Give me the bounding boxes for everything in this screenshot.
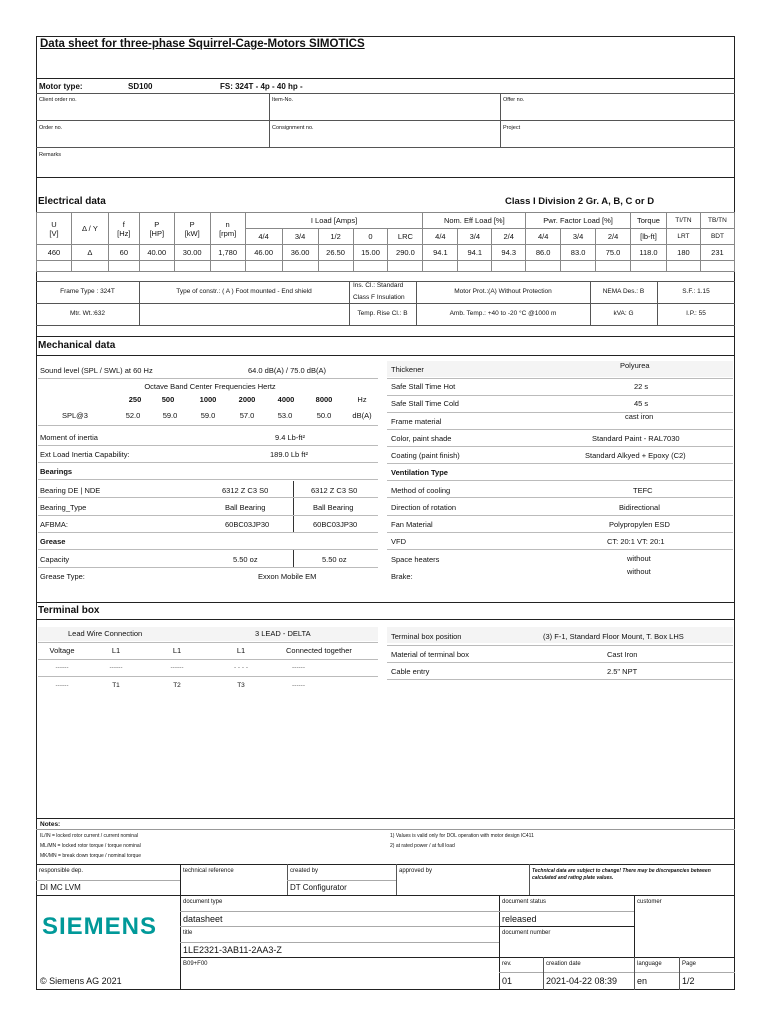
grease-type-label: Grease Type: bbox=[40, 572, 85, 581]
document-status-label: document status bbox=[502, 899, 547, 905]
frame-material-value: cast iron bbox=[625, 412, 654, 421]
vfd-label: VFD bbox=[391, 537, 406, 546]
ext-load-inertia-label: Ext Load Inertia Capability: bbox=[40, 450, 130, 459]
bearing-type-label: Bearing_Type bbox=[40, 503, 87, 512]
revision-label: rev. bbox=[502, 961, 512, 967]
bearing-de-nde-label: Bearing DE | NDE bbox=[40, 486, 101, 495]
project-label: Project bbox=[503, 125, 521, 131]
document-title: Data sheet for three-phase Squirrel-Cage-Motors SIMOTICS bbox=[40, 38, 365, 50]
insulation-class: Ins. Cl.: Standard bbox=[353, 282, 404, 289]
document-status-value: released bbox=[502, 914, 537, 924]
octave-freq: 8000 bbox=[315, 395, 333, 404]
note-line: 2) at rated power / at full load bbox=[390, 843, 455, 849]
sound-level-label: Sound level (SPL / SWL) at 60 Hz bbox=[40, 366, 153, 375]
fan-material-label: Fan Material bbox=[391, 520, 433, 529]
col-torque: Torque bbox=[631, 213, 667, 229]
language-value: en bbox=[637, 976, 648, 986]
col-p-kw: P [kW] bbox=[174, 213, 210, 245]
sub-load: 0 bbox=[353, 229, 388, 245]
lrt-unit: LRT bbox=[666, 229, 700, 245]
electrical-data-heading: Electrical data bbox=[38, 196, 106, 207]
sub-load: 4/4 bbox=[423, 229, 458, 245]
value-cell: 94.3 bbox=[492, 245, 526, 261]
thickener-value: Polyurea bbox=[620, 361, 650, 370]
note-line: 1) Values is valid only for DOL operation with motor design IC411 bbox=[390, 833, 534, 839]
note-line: IL/IN = locked rotor current / current nominal bbox=[40, 833, 138, 839]
fan-material-value: Polypropylen ESD bbox=[609, 520, 670, 529]
col-bdt: TB/TN bbox=[700, 213, 734, 229]
spl-value: 57.0 bbox=[239, 411, 255, 420]
terminal-col-header: L1 bbox=[236, 646, 246, 655]
responsible-dept-value: DI MC LVM bbox=[40, 883, 81, 892]
order-no-label: Order no. bbox=[39, 125, 63, 131]
value-cell: 83.0 bbox=[561, 245, 596, 261]
document-type-label: document type bbox=[183, 899, 223, 905]
value-cell: 26.50 bbox=[318, 245, 353, 261]
sub-load: 4/4 bbox=[526, 229, 561, 245]
coating-value: Standard Alkyed + Epoxy (C2) bbox=[585, 451, 686, 460]
spl-value: 59.0 bbox=[162, 411, 178, 420]
creation-date-label: creation date bbox=[546, 961, 581, 967]
document-number-label: document number bbox=[502, 930, 551, 936]
bdt-unit: BDT bbox=[700, 229, 734, 245]
consignment-label: Consignment no. bbox=[272, 125, 314, 131]
value-cell: 46.00 bbox=[245, 245, 282, 261]
title-value: 1LE2321-3AB11-2AA3-Z bbox=[183, 945, 282, 955]
octave-band-title: Octave Band Center Frequencies Hertz bbox=[144, 382, 276, 391]
octave-freq: 500 bbox=[161, 395, 175, 404]
terminal-cell: T1 bbox=[112, 682, 120, 689]
lead-wire-value: 3 LEAD - DELTA bbox=[255, 629, 311, 638]
space-heaters-value: without bbox=[627, 554, 651, 563]
created-by-label: created by bbox=[290, 868, 319, 874]
afbma-de: 60BC03JP30 bbox=[225, 520, 270, 529]
sub-load: 4/4 bbox=[245, 229, 282, 245]
bearing-type-nde: Ball Bearing bbox=[313, 503, 354, 512]
octave-freq: 4000 bbox=[277, 395, 295, 404]
col-n: n [rpm] bbox=[210, 213, 245, 245]
lead-wire-label: Lead Wire Connection bbox=[68, 629, 143, 638]
terminal-col-header: L1 bbox=[172, 646, 182, 655]
safe-stall-cold-value: 45 s bbox=[634, 399, 649, 408]
terminal-cell: T3 bbox=[237, 682, 245, 689]
terminal-material-label: Material of terminal box bbox=[391, 650, 469, 659]
hazardous-classification: Class I Division 2 Gr. A, B, C or D bbox=[505, 196, 655, 207]
cooling-method-label: Method of cooling bbox=[391, 486, 451, 495]
vfd-value: CT: 20:1 VT: 20:1 bbox=[607, 537, 665, 546]
safe-stall-cold-label: Safe Stall Time Cold bbox=[391, 399, 459, 408]
document-type-value: datasheet bbox=[183, 914, 223, 924]
spl-label: SPL@3 bbox=[62, 411, 88, 420]
space-heaters-label: Space heaters bbox=[391, 555, 440, 564]
spl-value: 50.0 bbox=[316, 411, 332, 420]
spl-value: 59.0 bbox=[200, 411, 216, 420]
sound-level-value: 64.0 dB(A) / 75.0 dB(A) bbox=[248, 366, 326, 375]
item-no-label: Item-No. bbox=[272, 97, 294, 103]
siemens-logo: SIEMENS bbox=[42, 913, 158, 940]
col-i-load: I Load [Amps] bbox=[245, 213, 423, 229]
technical-reference-label: technical reference bbox=[183, 868, 234, 874]
mechanical-data-heading: Mechanical data bbox=[38, 340, 116, 351]
approved-by-label: approved by bbox=[399, 868, 433, 874]
grease-capacity-nde: 5.50 oz bbox=[322, 555, 347, 564]
afbma-nde: 60BC03JP30 bbox=[313, 520, 358, 529]
note-line: ML/MN = locked rotor torque / torque nominal bbox=[40, 843, 141, 849]
customer-label: customer bbox=[637, 899, 662, 905]
cable-entry-value: 2.5" NPT bbox=[607, 667, 638, 676]
frame-material-label: Frame material bbox=[391, 417, 442, 426]
ip-rating: I.P.: 55 bbox=[686, 310, 706, 317]
revision-value: 01 bbox=[502, 976, 513, 986]
value-cell: 460 bbox=[37, 245, 72, 261]
cooling-method-value: TEFC bbox=[633, 486, 653, 495]
terminal-material-value: Cast Iron bbox=[607, 650, 638, 659]
safe-stall-hot-label: Safe Stall Time Hot bbox=[391, 382, 456, 391]
terminal-position-value: (3) F-1, Standard Floor Mount, T. Box LHS bbox=[543, 632, 684, 641]
motor-weight: Mtr. Wt.:632 bbox=[69, 310, 106, 317]
kva-code: kVA: G bbox=[613, 310, 634, 317]
terminal-cell: ------ bbox=[55, 682, 69, 689]
sub-load: 2/4 bbox=[492, 229, 526, 245]
responsible-dept-label: responsible dep. bbox=[39, 868, 84, 874]
thickener-label: Thickener bbox=[391, 365, 424, 374]
col-p-hp: P [HP] bbox=[139, 213, 174, 245]
value-cell: 290.0 bbox=[388, 245, 423, 261]
value-cell: 15.00 bbox=[353, 245, 388, 261]
rotation-direction-value: Bidirectional bbox=[619, 503, 660, 512]
title-label: title bbox=[183, 930, 193, 936]
terminal-cell: ------ bbox=[292, 682, 305, 689]
value-cell: 40.00 bbox=[139, 245, 174, 261]
afbma-label: AFBMA: bbox=[40, 520, 68, 529]
page-value: 1/2 bbox=[682, 976, 695, 986]
octave-freq: 2000 bbox=[238, 395, 256, 404]
terminal-cell: ------ bbox=[292, 664, 305, 671]
octave-freq: 1000 bbox=[199, 395, 217, 404]
sub-load: 2/4 bbox=[596, 229, 631, 245]
option-codes: B09+F00 bbox=[183, 961, 208, 967]
terminal-cell: - - - - bbox=[233, 664, 249, 671]
sub-load: 1/2 bbox=[318, 229, 353, 245]
bearing-de-value: 6312 Z C3 S0 bbox=[222, 486, 269, 495]
value-cell: 36.00 bbox=[282, 245, 318, 261]
octave-freq: 250 bbox=[128, 395, 142, 404]
created-by-value: DT Configurator bbox=[290, 883, 347, 892]
creation-date-value: 2021-04-22 08:39 bbox=[546, 976, 618, 986]
language-label: language bbox=[637, 961, 662, 967]
sub-load: 3/4 bbox=[458, 229, 492, 245]
col-efficiency: Nom. Eff Load [%] bbox=[423, 213, 526, 229]
spl-value: 52.0 bbox=[125, 411, 141, 420]
brake-value: without bbox=[627, 567, 651, 576]
sub-load: 3/4 bbox=[561, 229, 596, 245]
motor-type-value: SD100 bbox=[128, 82, 153, 91]
disclaimer: Technical data are subject to change! There may be discrepancies between calculated and rating plate values. bbox=[532, 868, 711, 881]
construction-type: Type of constr.: ( A ) Foot mounted - End shield bbox=[176, 288, 312, 295]
insulation-class-detail: Class F Insulation bbox=[353, 294, 405, 301]
ambient-temperature: Amb. Temp.: +40 to -20 °C @1000 m bbox=[449, 310, 557, 317]
frame-size-value: FS: 324T - 4p - 40 hp - bbox=[220, 82, 303, 91]
value-cell: 94.1 bbox=[458, 245, 492, 261]
value-cell: 1,780 bbox=[210, 245, 245, 261]
torque-unit: [lb-ft] bbox=[631, 229, 667, 245]
motor-type-label: Motor type: bbox=[39, 82, 83, 91]
col-delta-y: Δ / Y bbox=[71, 213, 108, 245]
sub-load: 3/4 bbox=[282, 229, 318, 245]
col-lrt: TI/TN bbox=[666, 213, 700, 229]
sub-load: LRC bbox=[388, 229, 423, 245]
client-order-label: Client order no. bbox=[39, 97, 77, 103]
ext-load-inertia-value: 189.0 Lb ft² bbox=[270, 450, 308, 459]
notes-heading: Notes: bbox=[40, 821, 61, 828]
value-cell: 231 bbox=[700, 245, 734, 261]
value-cell: 86.0 bbox=[526, 245, 561, 261]
safe-stall-hot-value: 22 s bbox=[634, 382, 649, 391]
terminal-col-header: Voltage bbox=[49, 646, 75, 655]
octave-unit: Hz bbox=[357, 395, 367, 404]
col-f: f [Hz] bbox=[108, 213, 139, 245]
value-cell: 118.0 bbox=[631, 245, 667, 261]
terminal-position-label: Terminal box position bbox=[391, 632, 462, 641]
value-cell: Δ bbox=[71, 245, 108, 261]
terminal-cell: ------ bbox=[170, 664, 184, 671]
offer-no-label: Offer no. bbox=[503, 97, 525, 103]
terminal-cell: ------ bbox=[109, 664, 123, 671]
grease-capacity-label: Capacity bbox=[40, 555, 70, 564]
service-factor: S.F.: 1.15 bbox=[682, 288, 710, 295]
datasheet-frame bbox=[36, 36, 735, 990]
bearings-heading: Bearings bbox=[40, 467, 73, 476]
grease-type-value: Exxon Mobile EM bbox=[258, 572, 317, 581]
ventilation-heading: Ventilation Type bbox=[391, 468, 448, 477]
nema-design: NEMA Des.: B bbox=[602, 288, 645, 295]
paint-shade-label: Color, paint shade bbox=[391, 434, 452, 443]
value-cell: 180 bbox=[666, 245, 700, 261]
frame-type: Frame Type : 324T bbox=[60, 288, 115, 295]
terminal-col-header: L1 bbox=[111, 646, 121, 655]
bearing-nde-value: 6312 Z C3 S0 bbox=[311, 486, 358, 495]
value-cell: 30.00 bbox=[174, 245, 210, 261]
terminal-cell: ------ bbox=[55, 664, 69, 671]
moment-of-inertia-label: Moment of inertia bbox=[40, 433, 98, 442]
grease-capacity-de: 5.50 oz bbox=[233, 555, 258, 564]
rotation-direction-label: Direction of rotation bbox=[391, 503, 457, 512]
value-cell: 94.1 bbox=[423, 245, 458, 261]
spl-value: 53.0 bbox=[277, 411, 293, 420]
coating-label: Coating (paint finish) bbox=[391, 451, 460, 460]
electrical-table bbox=[36, 212, 735, 272]
terminal-box-heading: Terminal box bbox=[38, 605, 100, 616]
grease-heading: Grease bbox=[40, 537, 66, 546]
cable-entry-label: Cable entry bbox=[391, 667, 430, 676]
remarks-label: Remarks bbox=[39, 152, 62, 158]
terminal-col-header: Connected together bbox=[286, 646, 352, 655]
col-power-factor: Pwr. Factor Load [%] bbox=[526, 213, 631, 229]
bearing-type-de: Ball Bearing bbox=[225, 503, 266, 512]
paint-shade-value: Standard Paint - RAL7030 bbox=[592, 434, 680, 443]
moment-of-inertia-value: 9.4 Lb-ft² bbox=[275, 433, 306, 442]
copyright: © Siemens AG 2021 bbox=[40, 976, 122, 986]
page-label: Page bbox=[682, 961, 697, 967]
temperature-rise: Temp. Rise Cl.: B bbox=[357, 310, 408, 317]
terminal-cell: T2 bbox=[173, 682, 181, 689]
motor-protection: Motor Prot.:(A) Without Protection bbox=[454, 288, 552, 295]
brake-label: Brake: bbox=[391, 572, 413, 581]
value-cell: 60 bbox=[108, 245, 139, 261]
value-cell: 75.0 bbox=[596, 245, 631, 261]
col-u: U [V] bbox=[37, 213, 72, 245]
spl-unit: dB(A) bbox=[352, 411, 372, 420]
note-line: MK/MN = break down torque / nominal torque bbox=[40, 853, 142, 859]
